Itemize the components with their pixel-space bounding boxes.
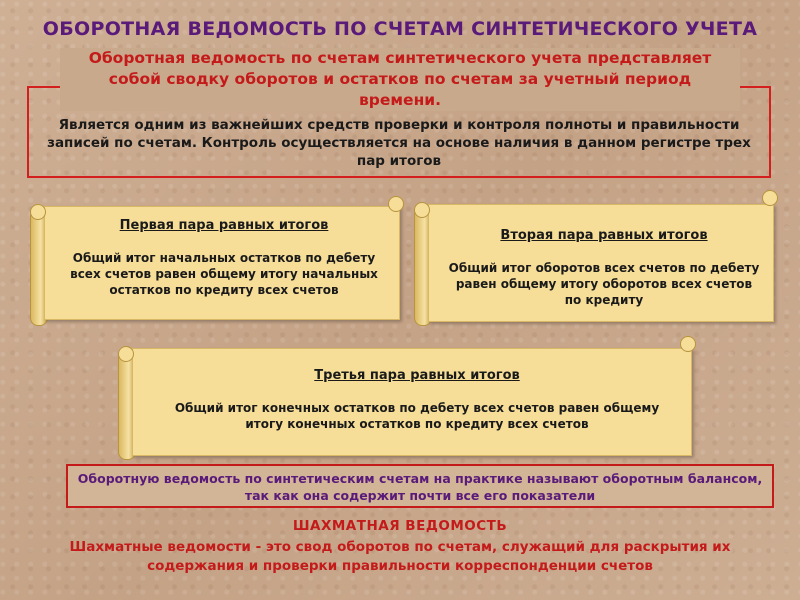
scroll-curl-icon xyxy=(118,346,134,362)
scroll-heading: Третья пара равных итогов xyxy=(314,368,520,383)
scroll-curl-icon xyxy=(414,202,430,218)
scroll-content xyxy=(162,368,672,432)
chess-statement-title: ШАХМАТНАЯ ВЕДОМОСТЬ xyxy=(292,518,508,534)
scroll-third-pair xyxy=(118,336,700,460)
scroll-curl-icon xyxy=(388,196,404,212)
scroll-heading: Первая пара равных итогов xyxy=(119,218,329,233)
chess-statement-text: Шахматные ведомости - это свод оборотов по счетам, служащий для раскрытия их содержания и проверки правильности корреспонденции счетов xyxy=(69,539,731,574)
scroll-curl-icon xyxy=(680,336,696,352)
page-title: ОБОРОТНАЯ ВЕДОМОСТЬ ПО СЧЕТАМ СИНТЕТИЧЕСКОГО УЧЕТА xyxy=(42,18,758,40)
scroll-second-pair xyxy=(412,190,784,330)
note-text: Оборотную ведомость по синтетическим счетам на практике называют оборотным балансом, так как она содержит почти все его показатели xyxy=(77,471,763,503)
scroll-heading: Вторая пара равных итогов xyxy=(500,228,708,243)
scroll-content xyxy=(448,228,760,308)
scroll-curl-icon xyxy=(762,190,778,206)
definition-body: Является одним из важнейших средств проверки и контроля полноты и правильности записей по счетам. Контроль осуществляется на основе наличия в данном регистре трех пар итогов xyxy=(47,117,751,169)
definition-lead: Оборотная ведомость по счетам синтетического учета представляет собой сводку оборотов и остатков по счетам за учетный период времени. xyxy=(60,48,740,111)
scroll-text: Общий итог оборотов всех счетов по дебету равен общему итогу оборотов всех счетов по кредиту xyxy=(448,261,760,307)
scroll-first-pair xyxy=(30,196,408,326)
scroll-text: Общий итог начальных остатков по дебету всех счетов равен общему итогу начальных остатков по кредиту всех счетов xyxy=(70,251,378,297)
scroll-text: Общий итог конечных остатков по дебету всех счетов равен общему итогу конечных остатков по кредиту всех счетов xyxy=(174,401,660,431)
scroll-content xyxy=(66,218,382,298)
scroll-curl-icon xyxy=(30,204,46,220)
